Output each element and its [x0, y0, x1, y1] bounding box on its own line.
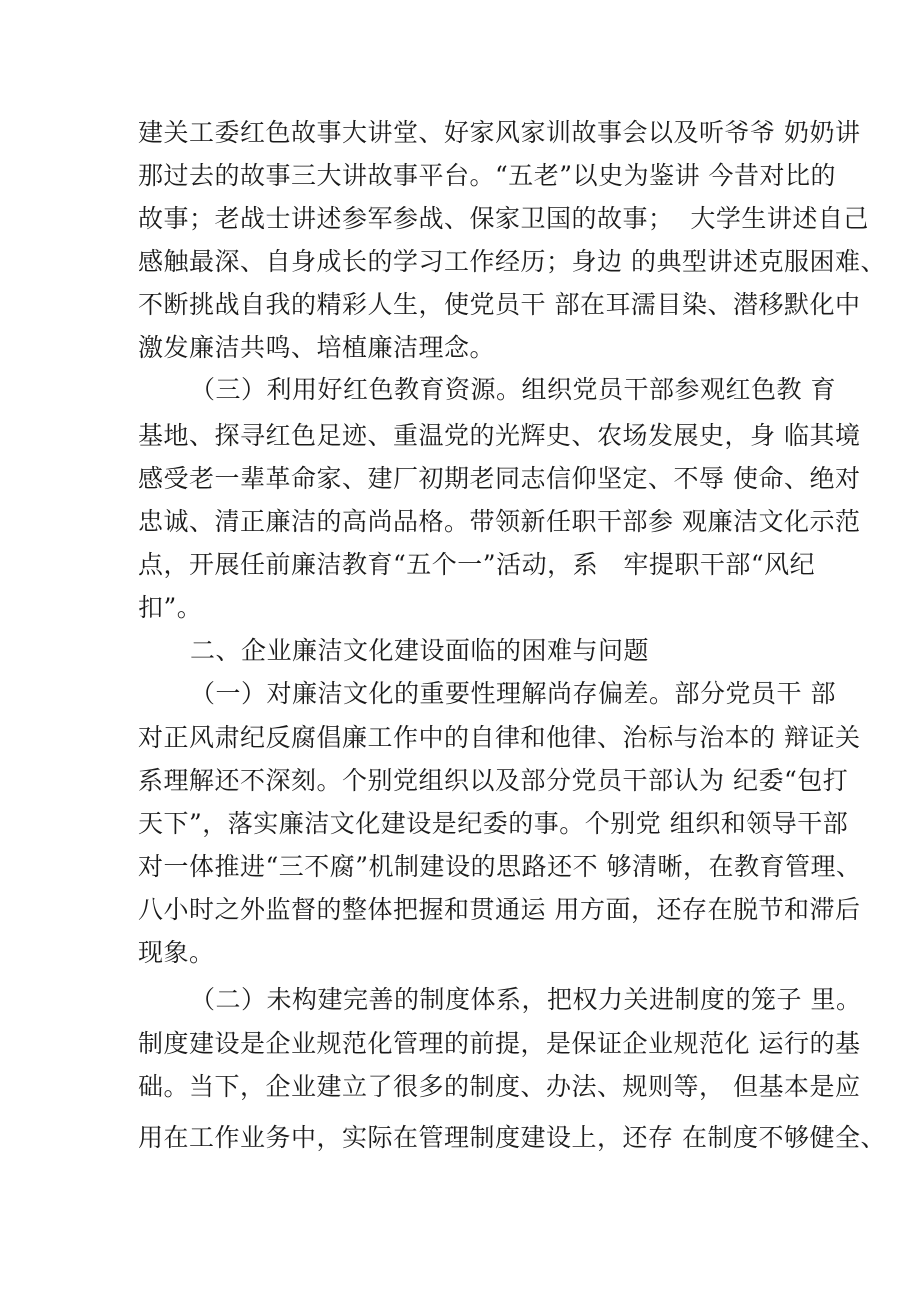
text-line: 忠诚、清正廉洁的高尚品格。带领新任职干部参 观廉洁文化示范	[138, 507, 861, 536]
text-line: 点，开展任前廉洁教育“五个一”活动，系 牢提职干部“风纪	[138, 550, 816, 579]
text-line: 感触最深、自身成长的学习工作经历；身边 的典型讲述克服困难、	[138, 247, 886, 276]
text-line: 用在工作业务中，实际在管理制度建设上，还存 在制度不够健全、	[138, 1123, 886, 1152]
text-line: 天下”，落实廉洁文化建设是纪委的事。个别党 组织和领导干部	[138, 809, 849, 838]
section-heading: （一）对廉洁文化的重要性理解尚存偏差。部分党员干 部	[190, 679, 836, 708]
text-line: 那过去的故事三大讲故事平台。“五老”以史为鉴讲 今昔对比的	[138, 161, 837, 190]
section-heading: （二）未构建完善的制度体系，把权力关进制度的笼子 里。	[190, 985, 862, 1014]
text-line: 激发廉洁共鸣、培植廉洁理念。	[138, 333, 496, 362]
text-line: 感受老一辈革命家、建厂初期老同志信仰坚定、不辱 使命、绝对	[138, 464, 861, 493]
text-line: 扣”。	[138, 593, 203, 622]
text-line: 八小时之外监督的整体把握和贯通运 用方面，还存在脱节和滞后	[138, 895, 861, 924]
chapter-heading: 二、企业廉洁文化建设面临的困难与问题	[190, 636, 650, 665]
text-line: 不断挑战自我的精彩人生，使党员干 部在耳濡目染、潜移默化中	[138, 290, 861, 319]
text-line: 现象。	[138, 938, 215, 967]
text-line: 对正风肃纪反腐倡廉工作中的自律和他律、治标与治本的 辩证关	[138, 723, 861, 752]
section-heading: （三）利用好红色教育资源。组织党员干部参观红色教 育	[190, 375, 836, 404]
text-line: 制度建设是企业规范化管理的前提，是保证企业规范化 运行的基	[138, 1029, 861, 1058]
text-line: 础。当下，企业建立了很多的制度、办法、规则等， 但基本是应	[138, 1072, 861, 1101]
text-line: 基地、探寻红色足迹、重温党的光辉史、农场发展史，身 临其境	[138, 421, 861, 450]
text-line: 建关工委红色故事大讲堂、好家风家训故事会以及听爷爷 奶奶讲	[138, 118, 861, 147]
text-line: 故事；老战士讲述参军参战、保家卫国的故事； 大学生讲述自己	[138, 204, 869, 233]
text-line: 系理解还不深刻。个别党组织以及部分党员干部认为 纪委“包打	[138, 766, 849, 795]
text-line: 对一体推进“三不腐”机制建设的思路还不 够清晰，在教育管理、	[138, 852, 862, 881]
